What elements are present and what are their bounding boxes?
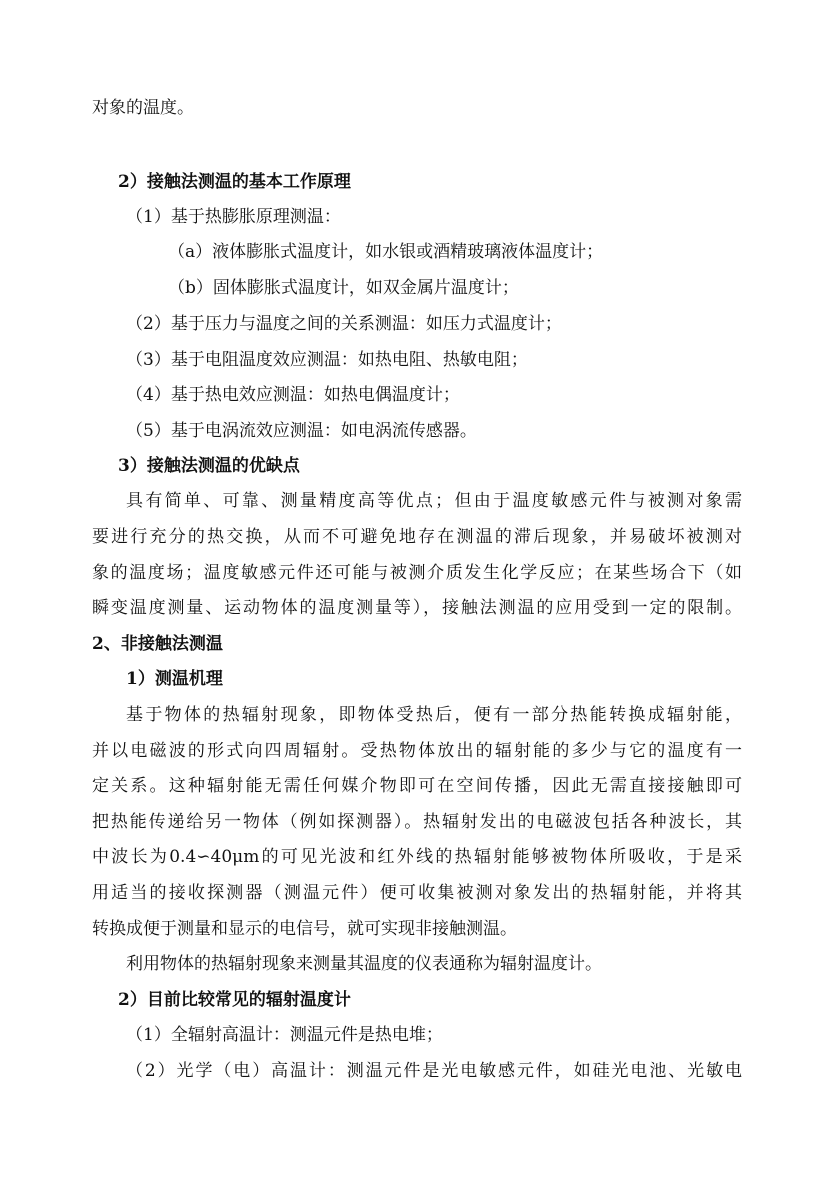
chapter-heading: 2、非接触法测温: [92, 634, 223, 654]
paragraph-line: 具有简单、可靠、测量精度高等优点；但由于温度敏感元件与被测对象需: [126, 491, 742, 511]
paragraph-line: 基于物体的热辐射现象，即物体受热后，便有一部分热能转换成辐射能，: [126, 705, 742, 725]
list-item: （1）基于热膨胀原理测温：: [126, 207, 341, 227]
list-item: （2）光学（电）高温计：测温元件是光电敏感元件，如硅光电池、光敏电: [126, 1061, 742, 1081]
section-heading: 2）接触法测温的基本工作原理: [118, 172, 351, 192]
paragraph-line: 用适当的接收探测器（测温元件）便可收集被测对象发出的热辐射能，并将其: [92, 883, 742, 903]
list-item: （3）基于电阻温度效应测温：如热电阻、热敏电阻；: [126, 350, 528, 370]
paragraph-line: 象的温度场；温度敏感元件还可能与被测介质发生化学反应；在某些场合下（如: [92, 563, 742, 583]
section-heading: 1）测温机理: [126, 669, 223, 689]
paragraph-line: 定关系。这种辐射能无需任何媒介物即可在空间传播，因此无需直接接触即可: [92, 776, 742, 796]
text-line: 对象的温度。: [92, 98, 194, 118]
list-subitem: （b）固体膨胀式温度计，如双金属片温度计；: [168, 278, 519, 298]
paragraph-line: 利用物体的热辐射现象来测量其温度的仪表通称为辐射温度计。: [126, 954, 602, 974]
paragraph-line: 中波长为0.4∽40μm的可见光波和红外线的热辐射能够被物体所吸收，于是采: [92, 847, 742, 867]
list-subitem: （a）液体膨胀式温度计，如水银或酒精玻璃液体温度计；: [168, 242, 604, 262]
paragraph-line: 并以电磁波的形式向四周辐射。受热物体放出的辐射能的多少与它的温度有一: [92, 741, 742, 761]
list-item: （1）全辐射高温计：测温元件是热电堆；: [126, 1025, 443, 1045]
list-item: （5）基于电涡流效应测温：如电涡流传感器。: [126, 421, 477, 441]
paragraph-line: 瞬变温度测量、运动物体的温度测量等），接触法测温的应用受到一定的限制。: [92, 598, 742, 618]
paragraph-line: 转换成便于测量和显示的电信号，就可实现非接触测温。: [92, 919, 517, 939]
paragraph-line: 要进行充分的热交换，从而不可避免地存在测温的滞后现象，并易破坏被测对: [92, 527, 742, 547]
list-item: （4）基于热电效应测温：如热电偶温度计；: [126, 385, 460, 405]
list-item: （2）基于压力与温度之间的关系测温：如压力式温度计；: [126, 314, 562, 334]
paragraph-line: 把热能传递给另一物体（例如探测器）。热辐射发出的电磁波包括各种波长，其: [92, 812, 742, 832]
section-heading: 2）目前比较常见的辐射温度计: [118, 990, 351, 1010]
section-heading: 3）接触法测温的优缺点: [118, 456, 300, 476]
